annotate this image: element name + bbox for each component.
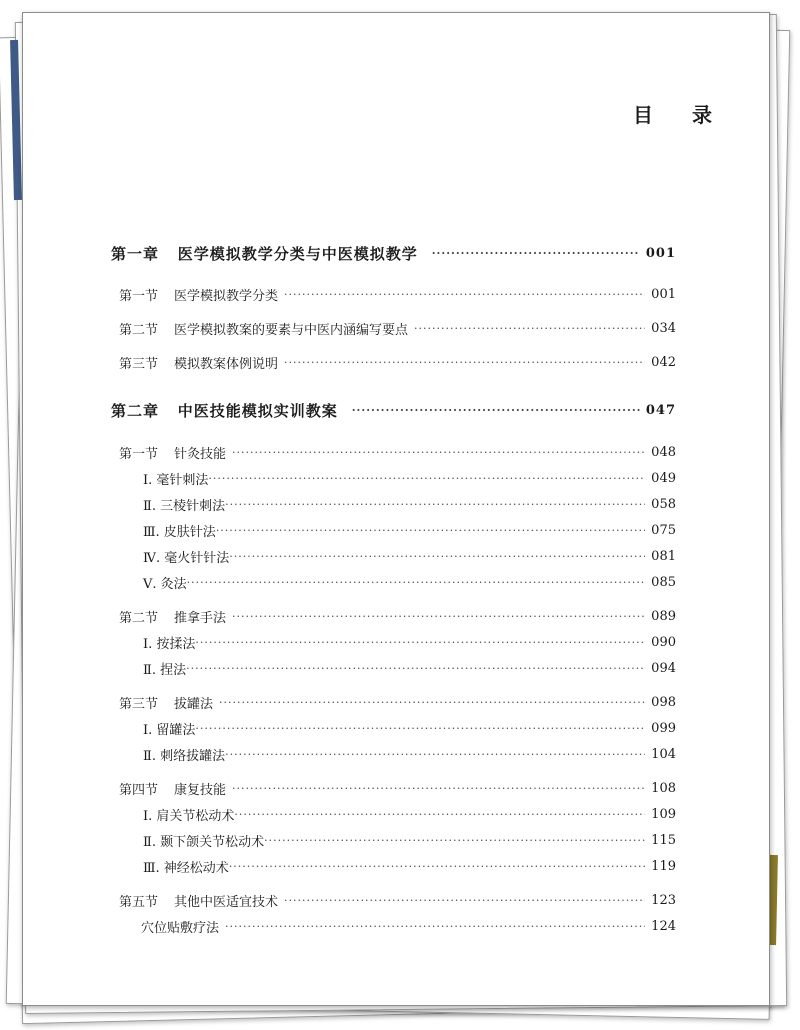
page-number: 104 — [651, 747, 676, 762]
item-title: Ⅲ. 皮肤针法 — [143, 525, 216, 540]
page-number: 001 — [645, 246, 676, 261]
section-number: 第五节 — [119, 895, 159, 910]
toc-chapter-2[interactable] — [111, 400, 676, 421]
toc-chapter-1[interactable] — [111, 243, 676, 264]
section-number: 第二节 — [119, 611, 159, 626]
leader-dots — [232, 446, 645, 459]
toc-item[interactable] — [143, 719, 676, 738]
leader-dots — [187, 576, 646, 589]
page-number: 123 — [651, 893, 676, 908]
page-number: 115 — [651, 833, 676, 848]
section-number: 第四节 — [119, 783, 159, 798]
toc-section[interactable] — [119, 779, 676, 798]
toc-item[interactable] — [143, 521, 676, 540]
item-title: Ⅰ. 肩关节松动术 — [143, 809, 235, 824]
toc-item[interactable] — [143, 469, 676, 488]
toc-item[interactable] — [143, 831, 676, 850]
leader-dots — [219, 696, 645, 709]
toc-item[interactable] — [143, 857, 676, 876]
section-title: 医学模拟教学分类 — [174, 289, 279, 304]
toc-item[interactable] — [141, 917, 676, 936]
item-title: Ⅳ. 毫火针针法 — [143, 551, 230, 566]
section-title: 拔罐法 — [174, 697, 214, 712]
section-number: 第一节 — [119, 289, 159, 304]
page-number: 099 — [651, 721, 676, 736]
page-number: 042 — [651, 355, 676, 370]
page-number: 098 — [651, 695, 676, 710]
item-title: Ⅰ. 按揉法 — [143, 637, 196, 652]
toc-section[interactable] — [119, 285, 676, 304]
leader-dots — [229, 860, 645, 873]
chapter-title: 医学模拟教学分类与中医模拟教学 — [177, 245, 418, 263]
leader-dots — [232, 610, 645, 623]
leader-dots — [264, 834, 645, 847]
toc-item[interactable] — [143, 547, 676, 566]
chapter-number: 第一章 — [111, 245, 160, 263]
chapter-title: 中医技能模拟实训教案 — [177, 402, 338, 420]
page-number: 075 — [651, 523, 676, 538]
leader-dots — [284, 894, 645, 907]
page-number: 058 — [651, 497, 676, 512]
toc-item[interactable] — [143, 745, 676, 764]
toc-page — [22, 12, 770, 1006]
toc-section[interactable] — [119, 891, 676, 910]
section-title: 康复技能 — [174, 783, 227, 798]
leader-dots — [232, 782, 645, 795]
page-number: 081 — [651, 549, 676, 564]
page-number: 048 — [651, 445, 676, 460]
page-number: 119 — [651, 859, 676, 874]
leader-dots — [225, 498, 645, 511]
toc-section[interactable] — [119, 693, 676, 712]
toc-item[interactable] — [143, 573, 676, 592]
toc-section[interactable] — [119, 319, 676, 338]
page-number: 085 — [651, 575, 676, 590]
leader-dots — [432, 247, 640, 260]
toc-section[interactable] — [119, 443, 676, 462]
section-title: 推拿手法 — [174, 611, 227, 626]
chapter-number: 第二章 — [111, 402, 160, 420]
item-title: Ⅴ. 灸法 — [143, 577, 187, 592]
leader-dots — [195, 636, 645, 649]
page-title: 目 录 — [633, 103, 728, 127]
leader-dots — [225, 920, 645, 933]
item-title: Ⅰ. 毫针刺法 — [143, 473, 209, 488]
page-number: 090 — [651, 635, 676, 650]
toc-item[interactable] — [143, 805, 676, 824]
leader-dots — [234, 808, 645, 821]
leader-dots — [225, 748, 645, 761]
toc-section[interactable] — [119, 353, 676, 372]
section-number: 第一节 — [119, 447, 159, 462]
leader-dots — [284, 356, 645, 369]
leader-dots — [229, 550, 645, 563]
section-number: 第二节 — [119, 323, 159, 338]
leader-dots — [352, 404, 640, 417]
toc-item[interactable] — [143, 633, 676, 652]
item-title: Ⅱ. 刺络拔罐法 — [143, 749, 226, 764]
leader-dots — [195, 722, 645, 735]
leader-dots — [414, 322, 645, 335]
item-title: Ⅲ. 神经松动术 — [143, 861, 229, 876]
section-number: 第三节 — [119, 357, 159, 372]
page-number: 049 — [651, 471, 676, 486]
page-number: 047 — [645, 403, 676, 418]
section-title: 医学模拟教案的要素与中医内涵编写要点 — [174, 323, 409, 338]
toc-item[interactable] — [143, 659, 676, 678]
item-title: Ⅱ. 捏法 — [143, 663, 187, 678]
toc-item[interactable] — [143, 495, 676, 514]
page-number: 109 — [651, 807, 676, 822]
leader-dots — [216, 524, 645, 537]
leader-dots — [208, 472, 645, 485]
page-number: 094 — [651, 661, 676, 676]
item-title: Ⅰ. 留罐法 — [143, 723, 196, 738]
leader-dots — [186, 662, 645, 675]
page-number: 089 — [651, 609, 676, 624]
item-title: 穴位贴敷疗法 — [141, 921, 220, 936]
page-number: 108 — [651, 781, 676, 796]
item-title: Ⅱ. 三棱针刺法 — [143, 499, 226, 514]
section-title: 模拟教案体例说明 — [174, 357, 279, 372]
page-number: 124 — [651, 919, 676, 934]
section-title: 针灸技能 — [174, 447, 227, 462]
section-number: 第三节 — [119, 697, 159, 712]
toc-section[interactable] — [119, 607, 676, 626]
leader-dots — [284, 288, 645, 301]
page-number: 001 — [651, 287, 676, 302]
section-title: 其他中医适宜技术 — [174, 895, 279, 910]
page-number: 034 — [651, 321, 676, 336]
item-title: Ⅱ. 颞下颌关节松动术 — [143, 835, 265, 850]
